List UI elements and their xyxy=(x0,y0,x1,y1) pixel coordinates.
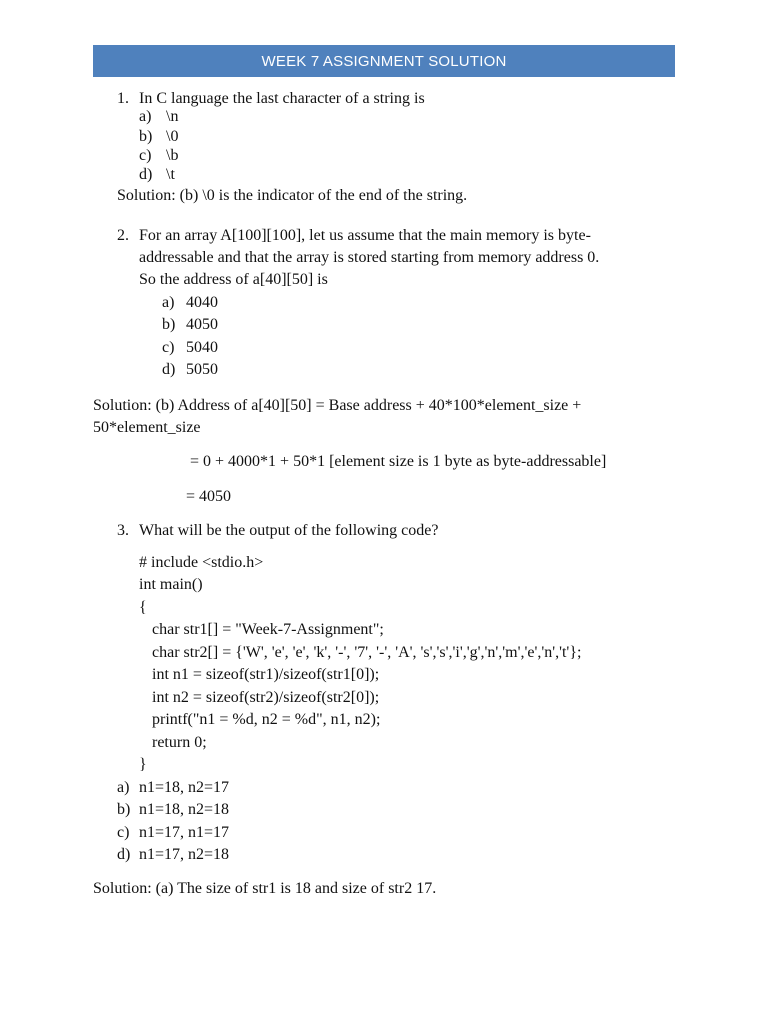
q1-question: In C language the last character of a string is xyxy=(139,90,425,107)
page-title: WEEK 7 ASSIGNMENT SOLUTION xyxy=(261,52,507,70)
q1-option-c-label: c) xyxy=(139,147,152,164)
q2-solution-step-1: = 0 + 4000*1 + 50*1 [element size is 1 byte as byte-addressable] xyxy=(190,453,607,470)
q3-option-b-label: b) xyxy=(117,801,131,818)
code-line-4: char str1[] = "Week-7-Assignment"; xyxy=(152,621,384,638)
q2-option-b-label: b) xyxy=(162,316,176,333)
q1-number: 1. xyxy=(117,90,129,107)
q2-option-b-text: 4050 xyxy=(186,316,218,333)
q2-solution-line-1: Solution: (b) Address of a[40][50] = Base address + 40*100*element_size + xyxy=(93,397,582,414)
q1-option-c-text: \b xyxy=(166,147,179,164)
q2-option-d-text: 5050 xyxy=(186,361,218,378)
q3-option-c-text: n1=17, n1=17 xyxy=(139,824,230,841)
q2-number: 2. xyxy=(117,227,129,244)
q3-option-a-text: n1=18, n2=17 xyxy=(139,779,230,796)
q1-option-a-label: a) xyxy=(139,108,152,125)
q2-question-line-1: For an array A[100][100], let us assume that the main memory is byte- xyxy=(139,227,591,244)
code-line-10: } xyxy=(139,756,147,773)
q3-option-a-label: a) xyxy=(117,779,130,796)
q3-question: What will be the output of the following code? xyxy=(139,522,439,539)
code-line-5: char str2[] = {'W', 'e', 'e', 'k', '-', '7', '-', 'A', 's','s','i','g','n','m','e','n','t'}; xyxy=(152,644,582,661)
q2-option-c-text: 5040 xyxy=(186,339,218,356)
q2-question-line-3: So the address of a[40][50] is xyxy=(139,271,328,288)
q2-question-line-2: addressable and that the array is stored starting from memory address 0. xyxy=(139,249,600,266)
q1-option-d-text: \t xyxy=(166,166,175,183)
code-line-7: int n2 = sizeof(str2)/sizeof(str2[0]); xyxy=(152,689,380,706)
q1-option-b-text: \0 xyxy=(166,128,179,145)
code-line-9: return 0; xyxy=(152,734,207,751)
page-header-bar xyxy=(93,45,675,77)
q3-option-b-text: n1=18, n2=18 xyxy=(139,801,230,818)
q3-option-d-text: n1=17, n2=18 xyxy=(139,846,230,863)
q1-option-a-text: \n xyxy=(166,108,179,125)
code-line-1: # include <stdio.h> xyxy=(139,554,264,571)
q3-solution: Solution: (a) The size of str1 is 18 and size of str2 17. xyxy=(93,880,437,897)
q2-option-a-label: a) xyxy=(162,294,175,311)
q2-solution-line-2: 50*element_size xyxy=(93,419,201,436)
q2-option-a-text: 4040 xyxy=(186,294,218,311)
q1-solution: Solution: (b) \0 is the indicator of the end of the string. xyxy=(117,187,468,204)
q2-option-c-label: c) xyxy=(162,339,175,356)
q3-option-d-label: d) xyxy=(117,846,131,863)
code-line-2: int main() xyxy=(139,576,203,593)
q2-option-d-label: d) xyxy=(162,361,176,378)
q3-option-c-label: c) xyxy=(117,824,130,841)
code-line-3: { xyxy=(139,599,147,616)
q1-option-b-label: b) xyxy=(139,128,153,145)
code-line-8: printf("n1 = %d, n2 = %d", n1, n2); xyxy=(152,711,381,728)
q2-solution-step-2: = 4050 xyxy=(186,488,232,505)
q1-option-d-label: d) xyxy=(139,166,153,183)
code-line-6: int n1 = sizeof(str1)/sizeof(str1[0]); xyxy=(152,666,380,683)
q3-number: 3. xyxy=(117,522,129,539)
